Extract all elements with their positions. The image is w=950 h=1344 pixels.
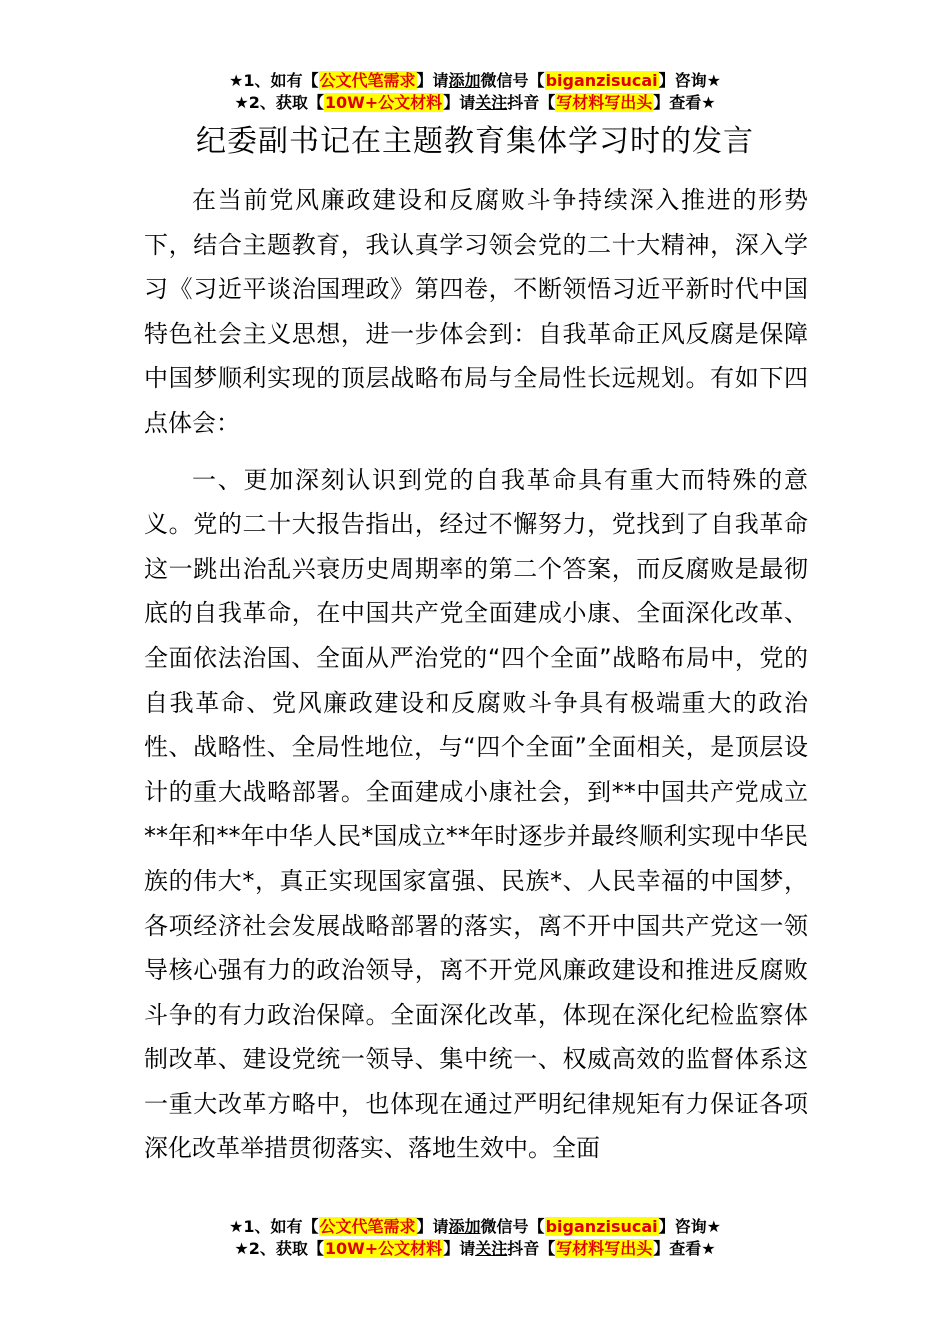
highlight-materials: 10W+公文材料 xyxy=(324,1239,443,1258)
promo-line-1: ★1、如有【公文代笔需求】请添加微信号【biganzisucai】咨询★ xyxy=(229,1217,721,1236)
promo-line-2: ★2、获取【10W+公文材料】请关注抖音【写材料写出头】查看★ xyxy=(234,1239,716,1258)
paragraph-point-one: 一、更加深刻认识到党的自我革命具有重大而特殊的意义。党的二十大报告指出，经过不懈努力，党找到了自我革命这一跳出治乱兴衰历史周期率的第二个答案，而反腐败是最彻底的自我革命，在中国共产党全面建成小康、全面深化改革、全面依法治国、全面从严治党的“四个全面”战略布局中，党的自我革命、党风廉政建设和反腐败斗争具有极端重大的政治性、战略性、全局性地位，与“四个全面”全面相关，是顶层设计的重大战略部署。全面建成小康社会，到**中国共产党成立**年和**年中华人民*国成立**年时逐步并最终顺利实现中华民族的伟大*，真正实现国家富强、民族*、人民幸福的中国梦，各项经济社会发展战略部署的落实，离不开中国共产党这一领导核心强有力的政治领导，离不开党风廉政建设和推进反腐败斗争的有力政治保障。全面深化改革，体现在深化纪检监察体制改革、建设党统一领导、集中统一、权威高效的监督体系这一重大改革方略中，也体现在通过严明纪律规矩有力保证各项深化改革举措贯彻落实、落地生效中。全面 xyxy=(144,465,808,1163)
promo-line-1: ★1、如有【公文代笔需求】请添加微信号【biganzisucai】咨询★ xyxy=(229,71,721,90)
highlight-wechat-id: biganzisucai xyxy=(545,71,658,90)
highlight-douyin-account: 写材料写出头 xyxy=(556,1239,653,1258)
highlight-service: 公文代笔需求 xyxy=(319,1217,416,1236)
paragraph-intro: 在当前党风廉政建设和反腐败斗争持续深入推进的形势下，结合主题教育，我认真学习领会党的二十大精神，深入学习《习近平谈治国理政》第四卷，不断领悟习近平新时代中国特色社会主义思想，进一步体会到：自我革命正风反腐是保障中国梦顺利实现的顶层战略布局与全局性长远规划。有如下四点体会： xyxy=(144,186,808,437)
promo-banner-bottom xyxy=(0,1216,950,1260)
document-body xyxy=(144,178,808,1171)
highlight-douyin-account: 写材料写出头 xyxy=(556,93,653,112)
promo-line-2: ★2、获取【10W+公文材料】请关注抖音【写材料写出头】查看★ xyxy=(234,93,716,112)
document-title: 纪委副书记在主题教育集体学习时的发言 xyxy=(196,124,754,159)
highlight-wechat-id: biganzisucai xyxy=(545,1217,658,1236)
highlight-materials: 10W+公文材料 xyxy=(324,93,443,112)
promo-banner-top xyxy=(0,70,950,114)
highlight-service: 公文代笔需求 xyxy=(319,71,416,90)
